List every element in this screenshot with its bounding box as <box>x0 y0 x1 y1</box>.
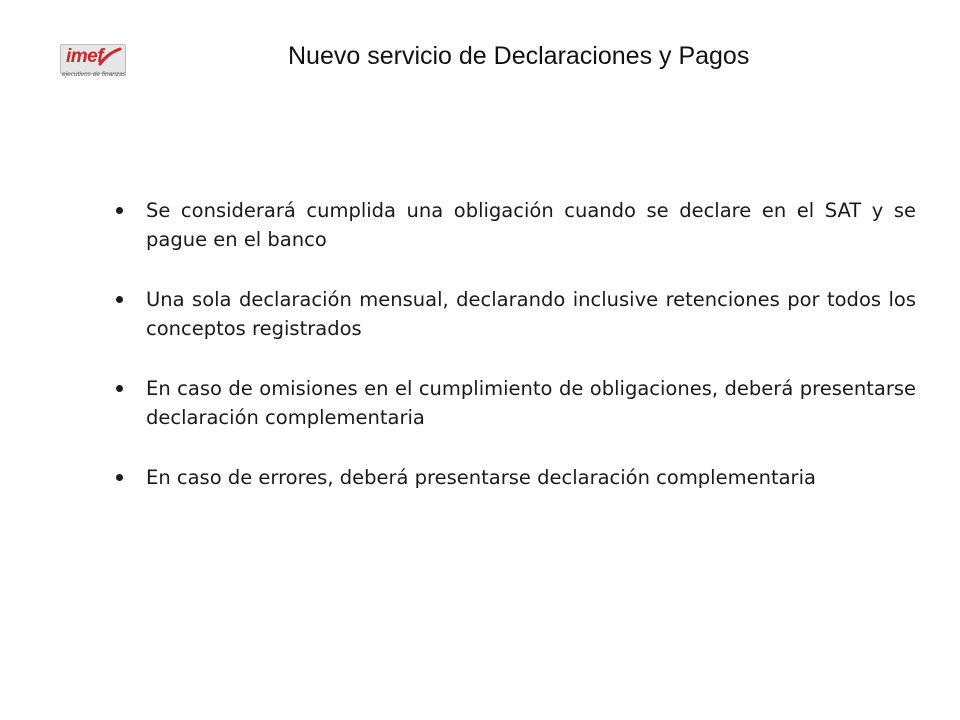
bullet-text: En caso de errores, deberá presentarse declaración complementaria <box>146 466 816 489</box>
bullet-item <box>116 374 916 432</box>
bullet-item <box>116 196 916 254</box>
imef-logo <box>60 44 126 80</box>
bullet-icon <box>116 285 136 314</box>
bullet-item <box>116 285 916 343</box>
logo-tagline: ejecutivos de finanzas <box>62 71 126 78</box>
logo-brand-text: imef <box>66 46 104 67</box>
bullet-icon <box>116 196 136 225</box>
bullet-item <box>116 463 916 492</box>
bullet-text: En caso de omisiones en el cumplimiento de obligaciones, deberá presentarse declaración complementaria <box>146 377 916 429</box>
bullet-text: Una sola declaración mensual, declarando inclusive retenciones por todos los conceptos registrados <box>146 288 916 340</box>
bullet-icon <box>116 374 136 403</box>
bullet-list <box>116 196 916 523</box>
bullet-icon <box>116 463 136 492</box>
logo-swoosh-icon <box>98 46 122 68</box>
slide-title: Nuevo servicio de Declaraciones y Pagos <box>288 42 750 70</box>
bullet-text: Se considerará cumplida una obligación cuando se declare en el SAT y se pague en el banco <box>146 199 916 251</box>
